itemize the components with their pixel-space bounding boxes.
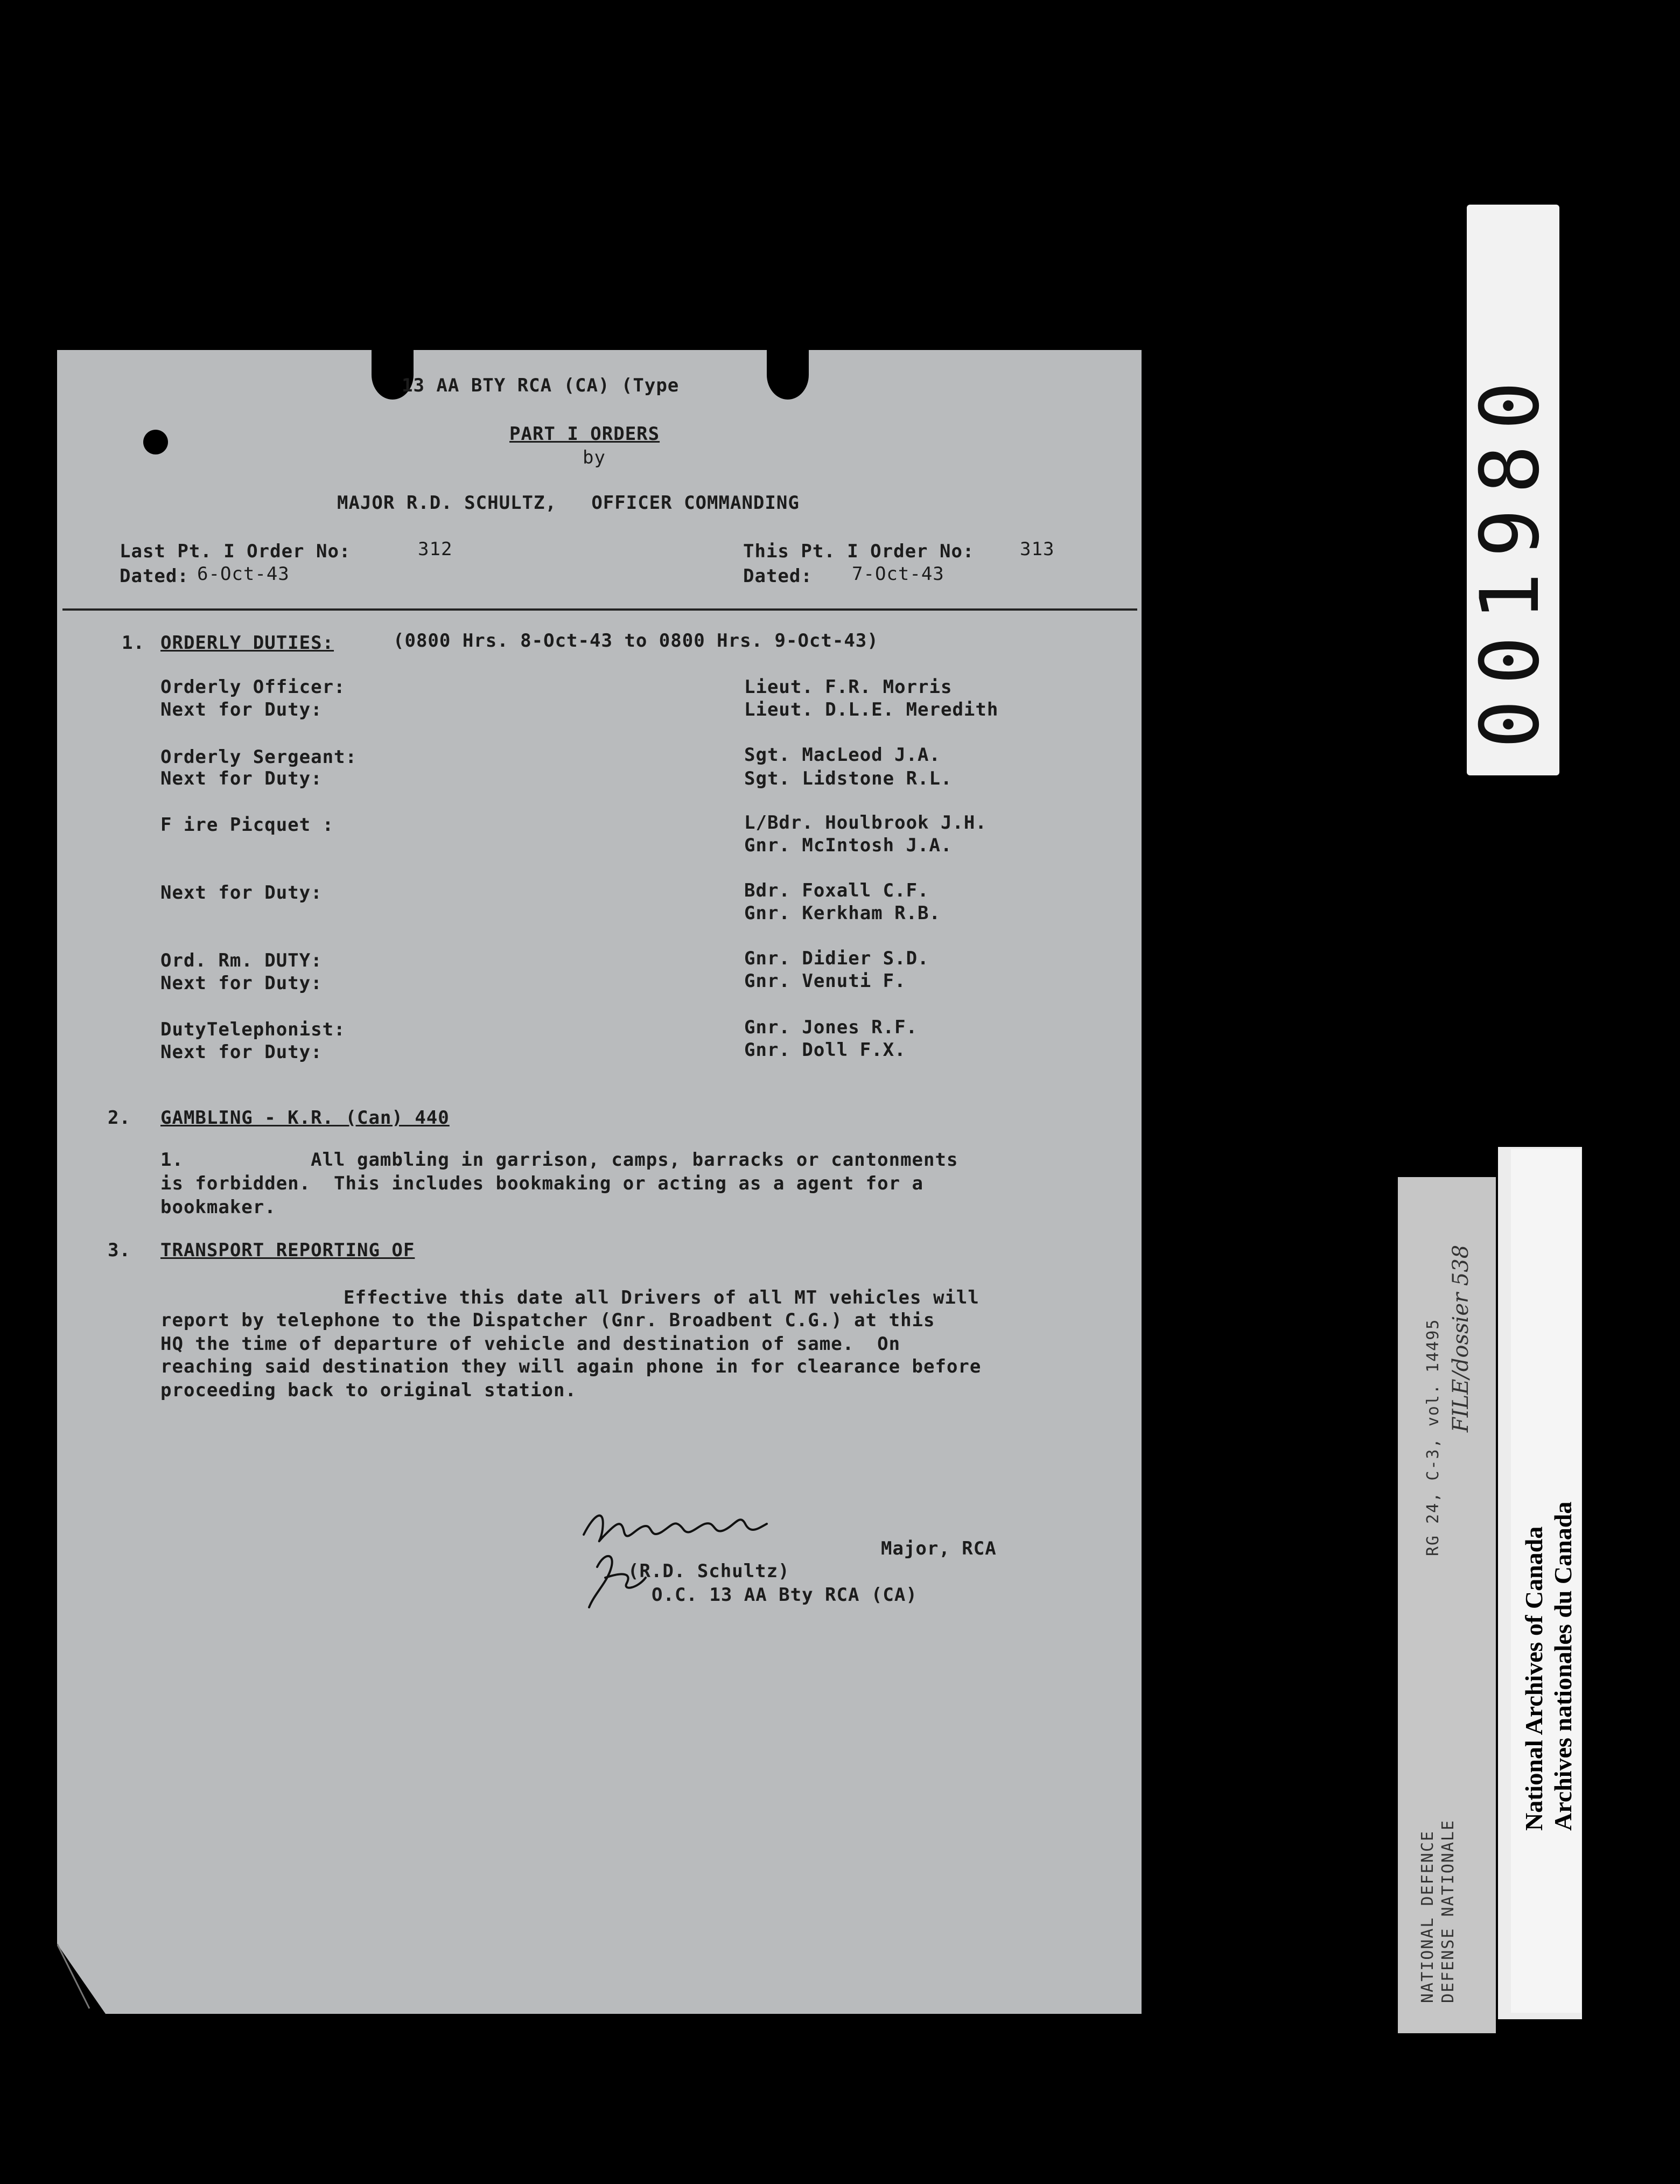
duty-role: Next for Duty: (160, 768, 323, 789)
commander-line: MAJOR R.D. SCHULTZ, OFFICER COMMANDING (337, 492, 800, 514)
section2-line: is forbidden. This includes bookmaking or acting as a agent for a (160, 1173, 924, 1194)
section3-number: 3. (108, 1240, 131, 1261)
archive-reference: RG 24, C-3, vol. 14495 (1424, 1318, 1443, 1556)
section2-number: 2. (108, 1107, 131, 1129)
document-title: PART I ORDERS (509, 423, 660, 445)
section3-title: TRANSPORT REPORTING OF (160, 1240, 415, 1261)
duty-role: Next for Duty: (160, 699, 323, 720)
dept-english: NATIONAL DEFENCE (1418, 1830, 1437, 2003)
duty-name: Sgt. Lidstone R.L. (744, 768, 953, 789)
document-page (57, 350, 1142, 2014)
header-rule (62, 608, 1137, 611)
unit-header: 13 AA BTY RCA (CA) (Type (402, 375, 680, 396)
duty-name: Gnr. Didier S.D. (744, 948, 929, 969)
last-dated-value: 6-Oct-43 (197, 563, 290, 585)
duty-role: Orderly Sergeant: (160, 746, 357, 768)
section3-line: reaching said destination they will again phone in for clearance before (160, 1356, 982, 1377)
duty-name: Lieut. D.L.E. Meredith (744, 699, 999, 720)
signature-office: O.C. 13 AA Bty RCA (CA) (652, 1584, 918, 1606)
section3-line: Effective this date all Drivers of all MT vehicles will (344, 1287, 979, 1308)
punch-hole-top-right (767, 350, 809, 400)
folded-corner (57, 1944, 106, 2014)
archives-french: Archives nationales du Canada (1549, 1501, 1577, 1831)
duty-role: Next for Duty: (160, 972, 323, 994)
by-line: by (583, 447, 606, 468)
section1-title: ORDERLY DUTIES: (160, 632, 334, 654)
section2-line: 1. All gambling in garrison, camps, barracks or cantonments (160, 1149, 958, 1171)
section3-line: report by telephone to the Dispatcher (Gnr. Broadbent C.G.) at this (160, 1310, 935, 1331)
signature-name: (R.D. Schultz) (628, 1560, 790, 1582)
archives-english: National Archives of Canada (1520, 1526, 1548, 1831)
punch-hole (143, 430, 168, 454)
last-dated-label: Dated: (120, 565, 189, 587)
this-order-number: 313 (1020, 538, 1055, 560)
signature-rank: Major, RCA (881, 1538, 997, 1559)
section3-line: proceeding back to original station. (160, 1380, 577, 1401)
duty-role: F ire Picquet : (160, 814, 334, 836)
duty-name: Gnr. Venuti F. (744, 970, 906, 992)
this-dated-label: Dated: (743, 565, 813, 587)
section2-line: bookmaker. (160, 1196, 276, 1218)
duty-name: Gnr. McIntosh J.A. (744, 835, 953, 856)
this-dated-value: 7-Oct-43 (852, 563, 944, 585)
duty-name: Gnr. Kerkham R.B. (744, 902, 941, 924)
duty-name: Sgt. MacLeod J.A. (744, 744, 941, 766)
last-order-number: 312 (418, 538, 453, 560)
dept-french: DEFENSE NATIONALE (1439, 1819, 1458, 2003)
section1-period: (0800 Hrs. 8-Oct-43 to 0800 Hrs. 9-Oct-43) (393, 630, 879, 652)
duty-role: Orderly Officer: (160, 676, 346, 698)
section2-title: GAMBLING - K.R. (Can) 440 (160, 1107, 450, 1129)
duty-name: Gnr. Jones R.F. (744, 1017, 918, 1038)
duty-role: Next for Duty: (160, 1041, 323, 1063)
duty-role: DutyTelephonist: (160, 1019, 346, 1040)
duty-role: Ord. Rm. DUTY: (160, 950, 323, 971)
stamp-number: 001980 (1464, 366, 1557, 748)
duty-name: Lieut. F.R. Morris (744, 676, 953, 698)
section1-number: 1. (122, 632, 145, 654)
duty-name: Gnr. Doll F.X. (744, 1039, 906, 1061)
this-order-label: This Pt. I Order No: (743, 541, 975, 562)
duty-name: Bdr. Foxall C.F. (744, 880, 929, 901)
duty-name: L/Bdr. Houlbrook J.H. (744, 812, 987, 834)
duty-role: Next for Duty: (160, 882, 323, 904)
file-dossier: FILE/dossier 538 (1448, 1244, 1473, 1432)
last-order-label: Last Pt. I Order No: (120, 541, 351, 562)
section3-line: HQ the time of departure of vehicle and destination of same. On (160, 1333, 901, 1355)
